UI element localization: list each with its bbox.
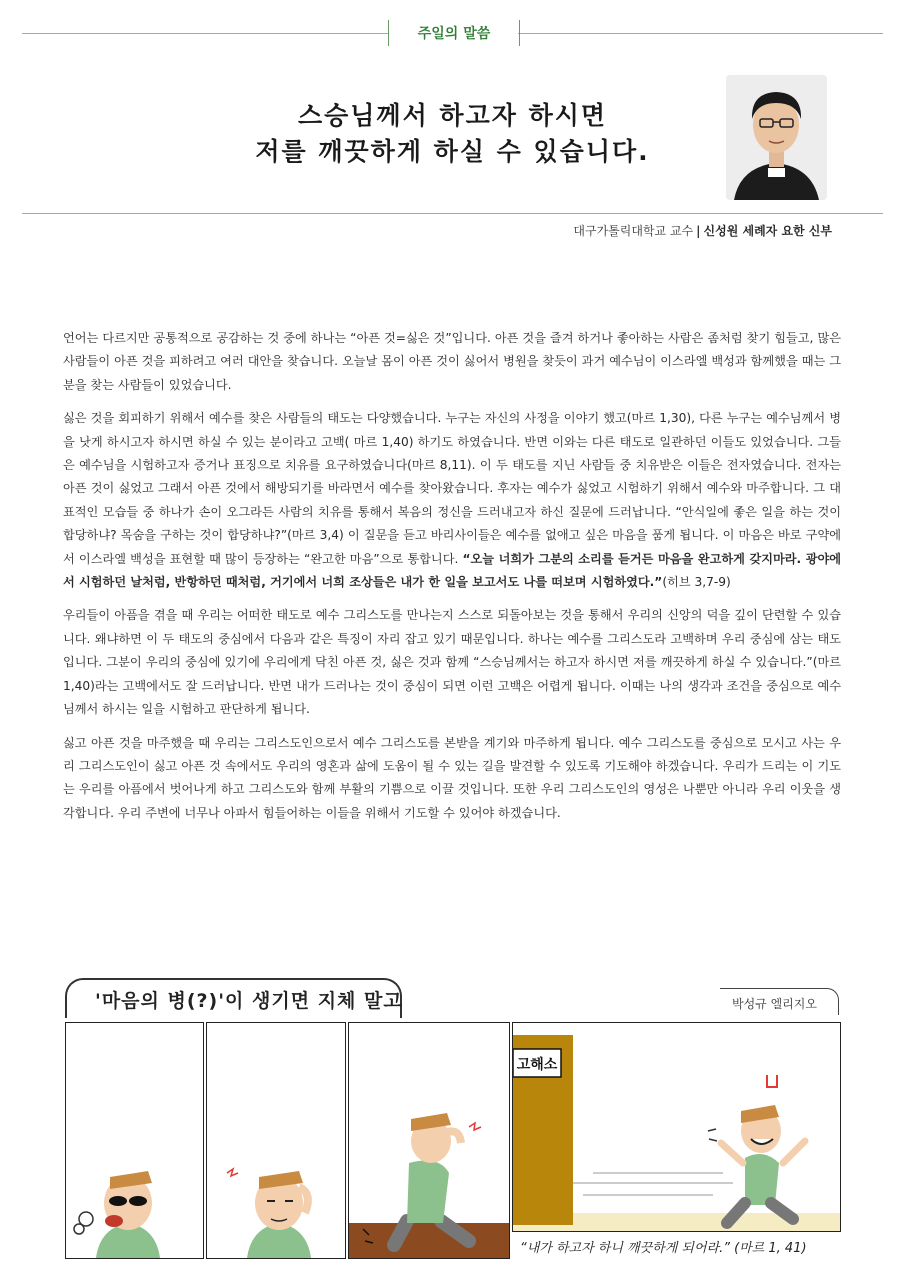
author-photo [726, 75, 827, 200]
cartoon-panel-3 [348, 1022, 510, 1259]
author-affiliation: 대구가톨릭대학교 교수 [573, 224, 694, 238]
header-rule-left [22, 33, 388, 34]
paragraph-1: 언어는 다르지만 공통적으로 공감하는 것 중에 하나는 “아픈 것=싫은 것”입니다. 아픈 것을 즐겨 하거나 좋아하는 사람은 좀처럼 찾기 힘들고, 많은 사람들이 아픈 것을 피하려고 여러 대안을 찾습니다. 오늘날 몸이 아픈 것이 싫어서 병원을 찾듯이 과거 예수님이 이스라엘 백성과 함께했을 때는 그분을 찾는 사람들이 있었습니다. [63, 331, 841, 392]
bible-quote-ref: (히브 3,7-9) [662, 575, 731, 590]
byline-separator: | [696, 224, 701, 238]
cartoon-author: 박성규 엘리지오 [732, 997, 817, 1011]
title-line-1: 스승님께서 하고자 하시면 [297, 101, 608, 130]
bible-quote: “오늘 너희가 그분의 소리를 듣거든 마음을 완고하게 갖지마라. 광야에서 시험하던 날처럼, 반항하던 때처럼, 거기에서 너희 조상들은 내가 한 일을 보고서도 나를 떠보며 시험하였다.” [63, 551, 842, 590]
cartoon-title: '마음의 병(?)'이 생기면 지체 말고 [95, 990, 403, 1012]
paragraph-3: 우리들이 아픔을 겪을 때 우리는 어떠한 태도로 예수 그리스도를 만나는지 스스로 되돌아보는 것을 통해서 우리의 신앙의 덕을 깊이 단련할 수 있습니다. 왜냐하면 이 두 태도의 중심에서 다음과 같은 특징이 자리 잡고 있기 때문입니다. 하나는 예수를 그리스도라 고백하며 우리 중심에 삼는 태도입니다. 그분이 우리의 중심에 있기에 우리에게 닥친 아픈 것, 싫은 것과 함께 “스승님께서는 하고자 하시면 저를 깨끗하게 하실 수 있습니다.”(마르 1,40)라는 고백에서도 잘 드러납니다. 반면 내가 드러나는 것이 중심이 되면 이런 고백은 어렵게 됩니다. 이때는 나의 생각과 조건을 중심으로 예수님께서 하시는 일을 시험하고 판단하게 됩니다. [63, 608, 841, 717]
cartoon-panel-1 [65, 1022, 204, 1259]
section-label-box [388, 20, 520, 46]
title-line-2: 저를 깨끗하게 하실 수 있습니다. [255, 137, 650, 166]
paragraph-4: 싫고 아픈 것을 마주했을 때 우리는 그리스도인으로서 예수 그리스도를 본받을 계기와 마주하게 됩니다. 예수 그리스도를 중심으로 모시고 사는 우리 그리스도인이 싫고 아픈 것 속에서도 우리의 영혼과 삶에 도움이 될 수 있는 길을 발견할 수 있도록 기도해야 하겠습니다. 우리가 드리는 이 기도는 우리를 아픔에서 벗어나게 하고 그리스도와 함께 부활의 기쁨으로 이끌 것입니다. 또한 우리 그리스도인의 영성은 나뿐만 아니라 우리 이웃을 생각합니다. 우리 주변에 너무나 아파서 힘들어하는 이들을 위해서 기도할 수 있어야 하겠습니다. [63, 735, 841, 820]
cartoon-panel-2 [206, 1022, 346, 1259]
confession-room-sign: 고해소 [516, 1057, 558, 1073]
paragraph-2 [63, 407, 841, 594]
cartoon-caption: “내가 하고자 하니 깨끗하게 되어라.” (마르 1, 41) [520, 1241, 807, 1256]
section-label: 주일의 말씀 [417, 26, 491, 42]
article-body [63, 327, 841, 835]
article-title [180, 98, 725, 170]
header-rule-right [518, 33, 883, 34]
author-name: 신성원 세례자 요한 신부 [703, 224, 832, 238]
paragraph-2-text: 싫은 것을 회피하기 위해서 예수를 찾은 사람들의 태도는 다양했습니다. 누구는 자신의 사정을 이야기 했고(마르 1,30), 다른 누구는 예수님께서 병을 낫게 하시고자 하시면 하실 수 있는 분이라고 고백( 마르 1,40) 하기도 하였습니다. 반면 이와는 다른 태도로 일관하던 이들도 있었습니다. 그들은 예수님을 시험하고자 증거나 표징으로 치유를 요구하였습니다(마르 8,11). 이 두 태도를 지닌 사람들 중 치유받은 이들은 전자였습니다. 전자는 아픈 것이 싫었고 그래서 아픈 것에서 해방되기를 바라면서 예수를 찾아왔습니다. 후자는 예수가 싫었고 시험하기 위해서 예수와 마주합니다. 그 대표적인 모습들 중 하나가 손이 오그라든 사람의 치유를 통해서 복음의 정신을 드러내고자 하신 질문에 드러납니다. “안식일에 좋은 일을 하는 것이 합당하냐? 목숨을 구하는 것이 합당하냐?”(마르 3,4) 이 질문을 듣고 바리사이들은 예수를 없애고 싶은 마음을 품게 됩니다. 이 마음은 바로 구약에서 이스라엘 백성을 표현할 때 많이 등장하는 “완고한 마음”으로 통합니다. [63, 411, 841, 566]
cartoon-panel-4 [512, 1022, 841, 1232]
header-rule-bottom [22, 213, 883, 214]
byline [573, 222, 832, 239]
